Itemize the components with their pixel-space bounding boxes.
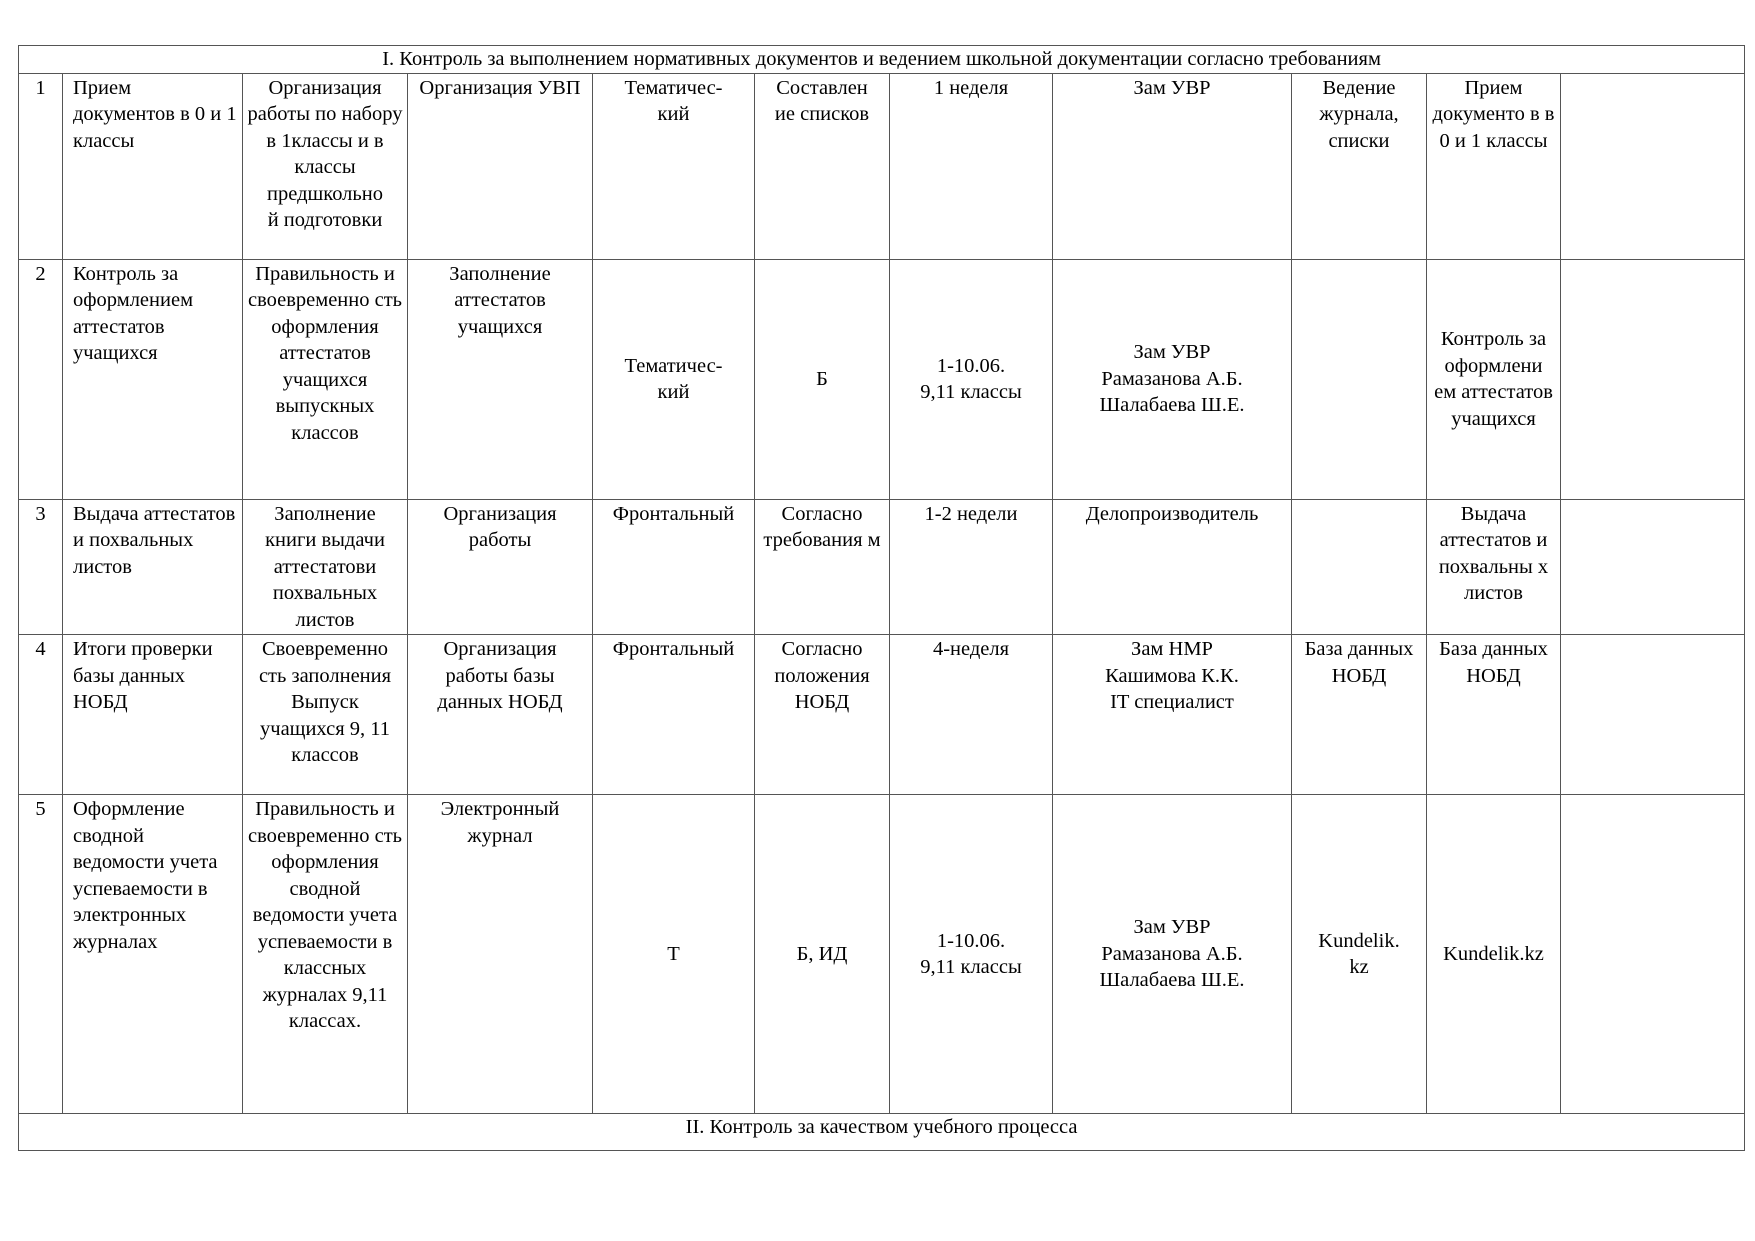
row-number: 2 bbox=[19, 259, 63, 499]
control-object: Организация работы базы данных НОБД bbox=[408, 635, 593, 795]
control-topic: Оформление сводной ведомости учета успеваемости в электронных журналах bbox=[63, 795, 243, 1114]
row-number: 4 bbox=[19, 635, 63, 795]
control-method: Согласно требования м bbox=[755, 499, 890, 635]
control-type: Тематичес- кий bbox=[593, 73, 755, 259]
control-type: Фронтальный bbox=[593, 499, 755, 635]
control-place: База данных НОБД bbox=[1292, 635, 1427, 795]
control-responsible: Зам УВР bbox=[1053, 73, 1292, 259]
control-result: Выдача аттестатов и похвальны х листов bbox=[1427, 499, 1561, 635]
section-1-title: I. Контроль за выполнением нормативных документов и ведением школьной документации согласно требованиям bbox=[19, 46, 1745, 74]
control-topic: Прием документов в 0 и 1 классы bbox=[63, 73, 243, 259]
control-extra bbox=[1561, 259, 1745, 499]
control-goal: Правильность и своевременно сть оформления аттестатов учащихся выпускных классов bbox=[243, 259, 408, 499]
control-topic: Итоги проверки базы данных НОБД bbox=[63, 635, 243, 795]
control-object: Заполнение аттестатов учащихся bbox=[408, 259, 593, 499]
control-place: Ведение журнала, списки bbox=[1292, 73, 1427, 259]
table-row bbox=[19, 795, 1745, 1114]
table-row bbox=[19, 73, 1745, 259]
control-topic: Выдача аттестатов и похвальных листов bbox=[63, 499, 243, 635]
control-type: Фронтальный bbox=[593, 635, 755, 795]
control-extra bbox=[1561, 795, 1745, 1114]
control-goal: Правильность и своевременно сть оформления сводной ведомости учета успеваемости в классных журналах 9,11 классах. bbox=[243, 795, 408, 1114]
control-goal: Организация работы по набору в 1классы и в классы предшкольно й подготовки bbox=[243, 73, 408, 259]
control-object: Организация работы bbox=[408, 499, 593, 635]
control-date: 4-неделя bbox=[890, 635, 1053, 795]
control-object: Организация УВП bbox=[408, 73, 593, 259]
control-result: База данных НОБД bbox=[1427, 635, 1561, 795]
control-responsible: Зам НМР Кашимова К.К. IT специалист bbox=[1053, 635, 1292, 795]
control-goal: Заполнение книги выдачи аттестатови похвальных листов bbox=[243, 499, 408, 635]
control-result: Контроль за оформлени ем аттестатов учащихся bbox=[1427, 259, 1561, 499]
control-method: Составлен ие списков bbox=[755, 73, 890, 259]
row-number: 1 bbox=[19, 73, 63, 259]
control-extra bbox=[1561, 73, 1745, 259]
control-responsible: Делопроизводитель bbox=[1053, 499, 1292, 635]
control-plan-table bbox=[18, 45, 1745, 1151]
control-method: Б bbox=[755, 259, 890, 499]
table-row bbox=[19, 635, 1745, 795]
control-place: Kundelik. kz bbox=[1292, 795, 1427, 1114]
control-responsible: Зам УВР Рамазанова А.Б. Шалабаева Ш.Е. bbox=[1053, 259, 1292, 499]
control-date: 1-2 недели bbox=[890, 499, 1053, 635]
row-number: 3 bbox=[19, 499, 63, 635]
control-date: 1 неделя bbox=[890, 73, 1053, 259]
control-extra bbox=[1561, 499, 1745, 635]
control-extra bbox=[1561, 635, 1745, 795]
section-2-title: II. Контроль за качеством учебного процесса bbox=[19, 1114, 1745, 1151]
control-date: 1-10.06. 9,11 классы bbox=[890, 259, 1053, 499]
control-method: Б, ИД bbox=[755, 795, 890, 1114]
control-date: 1-10.06. 9,11 классы bbox=[890, 795, 1053, 1114]
control-goal: Своевременно сть заполнения Выпуск учащихся 9, 11 классов bbox=[243, 635, 408, 795]
row-number: 5 bbox=[19, 795, 63, 1114]
control-type: Т bbox=[593, 795, 755, 1114]
control-type: Тематичес- кий bbox=[593, 259, 755, 499]
control-method: Согласно положения НОБД bbox=[755, 635, 890, 795]
table-row bbox=[19, 499, 1745, 635]
control-object: Электронный журнал bbox=[408, 795, 593, 1114]
control-place bbox=[1292, 499, 1427, 635]
section-header-row bbox=[19, 46, 1745, 74]
control-responsible: Зам УВР Рамазанова А.Б. Шалабаева Ш.Е. bbox=[1053, 795, 1292, 1114]
control-result: Kundelik.kz bbox=[1427, 795, 1561, 1114]
control-topic: Контроль за оформлением аттестатов учащихся bbox=[63, 259, 243, 499]
control-result: Прием документо в в 0 и 1 классы bbox=[1427, 73, 1561, 259]
control-place bbox=[1292, 259, 1427, 499]
table-row bbox=[19, 259, 1745, 499]
section-header-row bbox=[19, 1114, 1745, 1151]
